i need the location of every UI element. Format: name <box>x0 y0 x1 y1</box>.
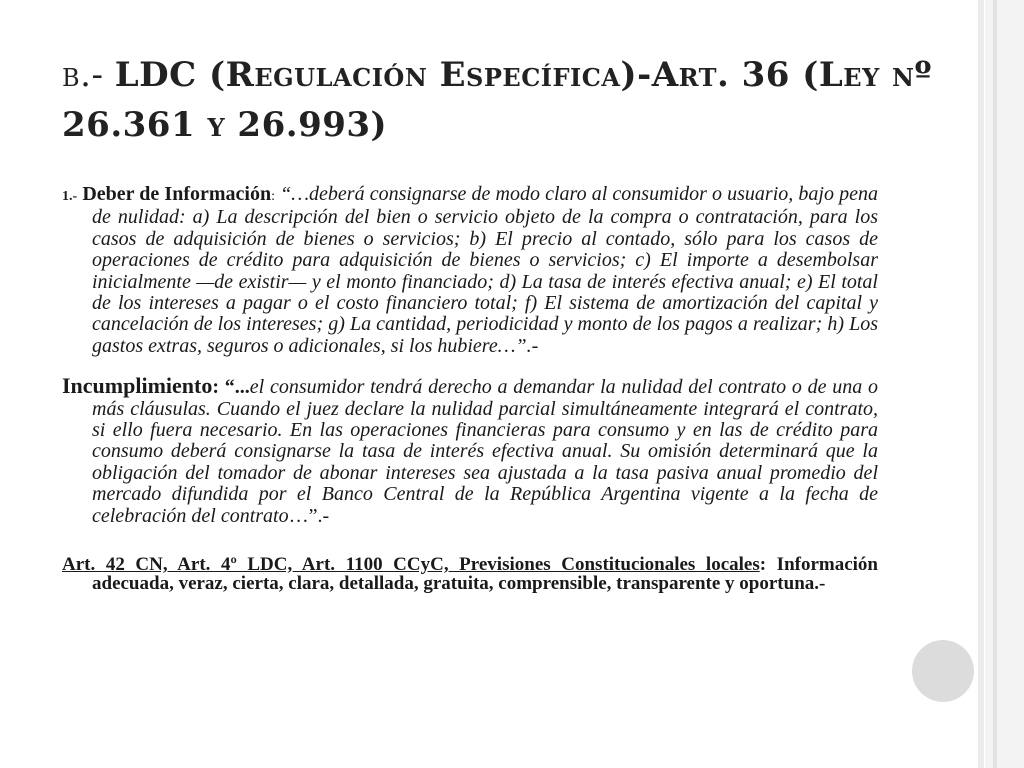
paragraph-incumplimiento <box>62 375 878 527</box>
legal-references: Art. 42 CN, Art. 4º LDC, Art. 1100 CCyC, Previsiones Constitucionales locales <box>62 554 760 576</box>
slide-body <box>62 184 878 593</box>
paragraph-previsiones <box>62 555 878 593</box>
paragraph-quote: el consumidor tendrá derecho a demandar la nulidad del contrato o de una o más cláusulas. Cuando el juez declare la nulidad parcial simultáneamente integrará el contrato, si ello fuera necesario. En las operaciones financieras para consumo y en las de crédito para consumo deberá consignarse la tasa de interés efectiva anual. Su omisión determinará que la obligación del tomador de abonar intereses sea ajustada a la tasa pasiva anual promedio del mercado difundida por el Banco Central de la República Argentina vigente a la fecha de celebración del contrato <box>92 376 878 527</box>
paragraph-number: 1.- <box>62 189 78 204</box>
paragraph-text: : Información adecuada, veraz, cierta, clara, detallada, gratuita, comprensible, transparente y oportuna.- <box>92 554 879 595</box>
paragraph-quote: “…deberá consignarse de modo claro al consumidor o usuario, bajo pena de nulidad: a) La descripción del bien o servicio objeto de la compra o contratación, para los casos de adquisición de bienes o servicios; b) El precio al contado, sólo para los casos de operaciones de crédito para adquisición de bienes o servicios; c) El importe a desembolsar inicialmente —de existir— y el monto financiado; d) La tasa de interés efectiva anual; e) El total de los intereses a pagar o el costo financiero total; f) El sistema de amortización del capital y cancelación de los intereses; g) La cantidad, periodicidad y monto de los pagos a realizar; h) Los gastos extras, seguros o adicionales, si los hubiere…”.- <box>92 183 878 357</box>
paragraph-heading: Incumplimiento <box>62 373 213 399</box>
right-border-inner-line <box>993 0 997 768</box>
right-border-line <box>978 0 984 768</box>
decorative-circle <box>912 640 974 702</box>
paragraph-deber-de-informacion <box>62 184 878 357</box>
slide-title <box>62 50 942 150</box>
quote-close: …”.- <box>288 504 330 527</box>
heading-colon: : <box>271 189 275 204</box>
right-border-band <box>985 0 1024 768</box>
quote-open: : “... <box>212 376 250 399</box>
title-main: LDC (Regulación Específica)-Art. 36 (Ley nº 26.361 y 26.993) <box>62 55 932 145</box>
title-prefix: b.- <box>62 55 115 95</box>
paragraph-heading: Deber de Información <box>82 183 272 205</box>
